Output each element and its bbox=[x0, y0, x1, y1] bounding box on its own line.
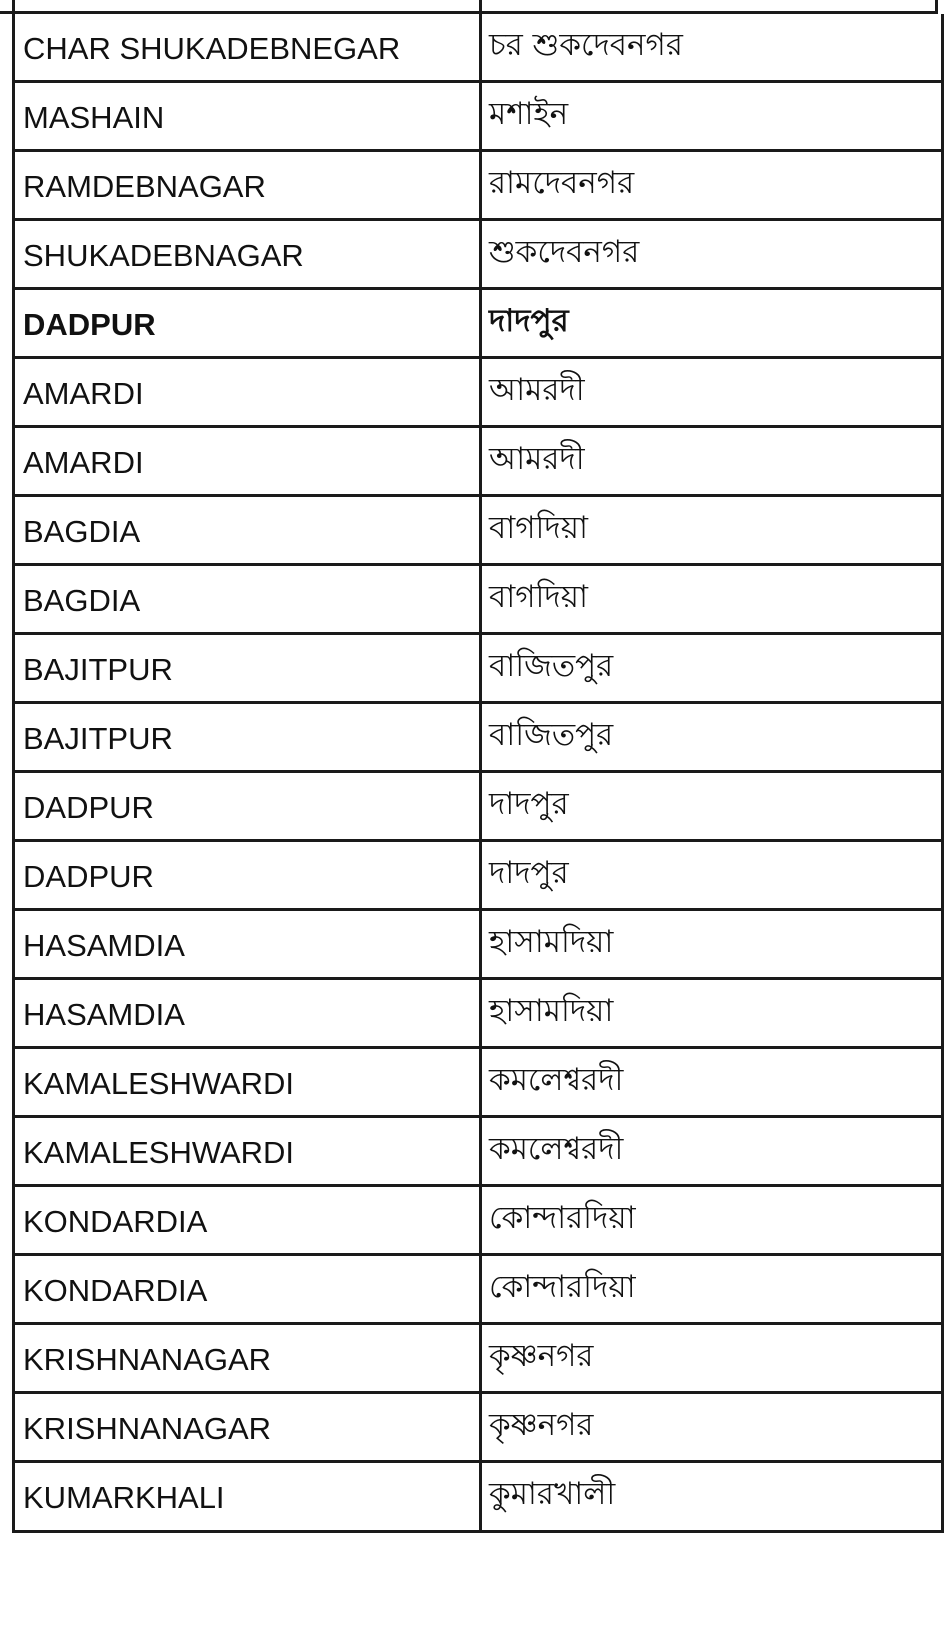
english-name-cell: KRISHNANAGAR bbox=[15, 1325, 482, 1391]
bengali-name-cell: দাদপুর bbox=[489, 786, 569, 822]
english-name-cell: BAGDIA bbox=[15, 566, 482, 632]
table-row bbox=[15, 980, 941, 1049]
table-row bbox=[15, 911, 941, 980]
bengali-name-cell: হাসামদিয়া bbox=[489, 924, 614, 960]
english-name-cell: KAMALESHWARDI bbox=[15, 1049, 482, 1115]
table-row bbox=[15, 773, 941, 842]
english-name-cell: KAMALESHWARDI bbox=[15, 1118, 482, 1184]
table-row bbox=[15, 704, 941, 773]
table-row bbox=[15, 428, 941, 497]
page-left-margin bbox=[0, 14, 12, 1531]
table-row bbox=[15, 359, 941, 428]
english-name-cell: BAGDIA bbox=[15, 497, 482, 563]
bengali-name-cell: চর শুকদেবনগর bbox=[489, 27, 683, 63]
english-name-cell: MASHAIN bbox=[15, 83, 482, 149]
table-row bbox=[15, 221, 941, 290]
table-row bbox=[15, 1187, 941, 1256]
bengali-name-cell: হাসামদিয়া bbox=[489, 993, 614, 1029]
english-name-cell: KONDARDIA bbox=[15, 1187, 482, 1253]
bengali-name-cell: কোন্দারদিয়া bbox=[489, 1269, 636, 1305]
bengali-name-cell: কৃষ্ণনগর bbox=[489, 1338, 594, 1374]
table-body bbox=[12, 14, 944, 1533]
english-name-cell: RAMDEBNAGAR bbox=[15, 152, 482, 218]
english-name-cell: AMARDI bbox=[15, 359, 482, 425]
english-name-cell: HASAMDIA bbox=[15, 980, 482, 1046]
english-name-cell: CHAR SHUKADEBNEGAR bbox=[15, 14, 482, 80]
table-row bbox=[15, 14, 941, 83]
bengali-name-cell: দাদপুর bbox=[489, 303, 569, 339]
bengali-name-cell: শুকদেবনগর bbox=[489, 234, 640, 270]
bengali-name-cell: মশাইন bbox=[489, 96, 569, 132]
english-name-cell: HASAMDIA bbox=[15, 911, 482, 977]
english-name-cell: DADPUR bbox=[15, 842, 482, 908]
english-name-cell: AMARDI bbox=[15, 428, 482, 494]
header-left-border bbox=[12, 0, 15, 11]
bengali-name-cell: বাগদিয়া bbox=[489, 579, 588, 615]
table-row bbox=[15, 1256, 941, 1325]
english-name-cell: BAJITPUR bbox=[15, 635, 482, 701]
table-row bbox=[15, 1325, 941, 1394]
table-row bbox=[15, 290, 941, 359]
bengali-name-cell: রামদেবনগর bbox=[489, 165, 635, 201]
bengali-name-cell: আমরদী bbox=[489, 441, 585, 477]
bengali-name-cell: আমরদী bbox=[489, 372, 585, 408]
table-row bbox=[15, 566, 941, 635]
table-row bbox=[15, 1394, 941, 1463]
bengali-name-cell: বাজিতপুর bbox=[489, 717, 614, 753]
table-row bbox=[15, 152, 941, 221]
table-row bbox=[15, 842, 941, 911]
header-column-divider bbox=[479, 0, 482, 11]
bengali-name-cell: কমলেশ্বরদী bbox=[489, 1131, 624, 1167]
english-name-cell: DADPUR bbox=[15, 773, 482, 839]
english-name-cell: KUMARKHALI bbox=[15, 1463, 482, 1530]
bengali-name-cell: দাদপুর bbox=[489, 855, 569, 891]
english-name-cell: KONDARDIA bbox=[15, 1256, 482, 1322]
bengali-name-cell: কৃষ্ণনগর bbox=[489, 1407, 594, 1443]
bengali-name-cell: বাগদিয়া bbox=[489, 510, 588, 546]
table-header-strip bbox=[0, 0, 938, 14]
english-name-cell: KRISHNANAGAR bbox=[15, 1394, 482, 1460]
header-right-border bbox=[935, 0, 938, 11]
table-row bbox=[15, 635, 941, 704]
table-row bbox=[15, 1463, 941, 1533]
english-name-cell: SHUKADEBNAGAR bbox=[15, 221, 482, 287]
table-row bbox=[15, 497, 941, 566]
bengali-name-cell: কোন্দারদিয়া bbox=[489, 1200, 636, 1236]
table-row bbox=[15, 1049, 941, 1118]
bengali-name-cell: কমলেশ্বরদী bbox=[489, 1062, 624, 1098]
table-row bbox=[15, 83, 941, 152]
english-name-cell: BAJITPUR bbox=[15, 704, 482, 770]
english-name-cell: DADPUR bbox=[15, 290, 482, 356]
bengali-name-cell: বাজিতপুর bbox=[489, 648, 614, 684]
bengali-name-cell: কুমারখালী bbox=[489, 1476, 616, 1512]
table-row bbox=[15, 1118, 941, 1187]
